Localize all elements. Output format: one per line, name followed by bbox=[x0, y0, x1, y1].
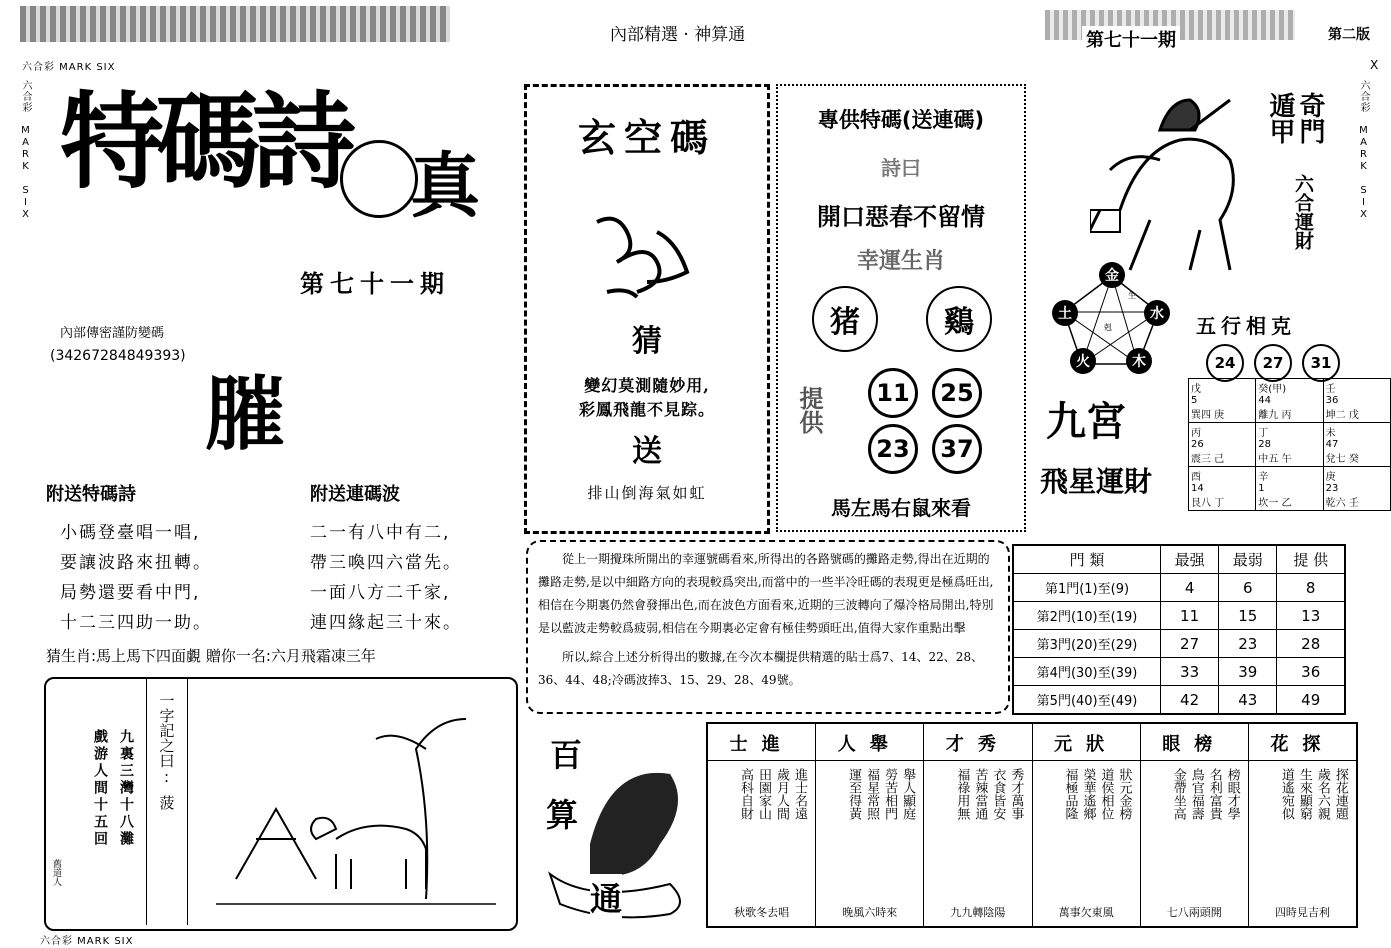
riddle-text: 一字記之曰: bbox=[157, 693, 176, 786]
palace-cell: 癸(甲) 44 離九 丙 bbox=[1256, 379, 1323, 423]
mark-six-logo: 六合彩 MARK SIX bbox=[22, 62, 116, 73]
header-texture-left bbox=[20, 6, 450, 42]
xuankong-line: 變幻莫測隨妙用, bbox=[584, 376, 710, 395]
element-wood: 木 bbox=[1126, 348, 1152, 374]
palace-cell: 酉 14 艮八 丁 bbox=[1189, 467, 1256, 511]
provide-label: 提供 bbox=[795, 386, 823, 434]
title-ring bbox=[340, 140, 418, 218]
secret-label: 內部傳密謹防變碼 bbox=[60, 326, 165, 341]
palace-cell: 丙 26 震三 己 bbox=[1189, 423, 1256, 467]
scholar-panel: 花探 探花連題 歲名六親 生來顯窮 道遙宛似 四時見吉利 bbox=[1249, 724, 1356, 926]
title-tail: 真 bbox=[410, 145, 480, 227]
send-char: 送 bbox=[632, 434, 662, 469]
combo-line: 帶三喚四六當先。 bbox=[310, 553, 462, 573]
horseman-illustration bbox=[1090, 90, 1260, 280]
guess-char: 猜 bbox=[632, 324, 662, 359]
poem-line: 局勢還要看中門, bbox=[60, 583, 201, 603]
poem-line: 十二三四助一助。 bbox=[60, 613, 212, 633]
table-row: 第5門(40)至(49) 42 43 49 bbox=[1013, 686, 1345, 715]
left-issue: 第七十一期 bbox=[300, 269, 450, 298]
squiggle-glyph bbox=[587, 202, 707, 302]
secret-code: (34267284849393) bbox=[50, 348, 186, 364]
poem-line: 要讓波路來扭轉。 bbox=[60, 553, 212, 573]
header-edition: 第二版 bbox=[1328, 27, 1370, 43]
signature: 舊道人 bbox=[51, 859, 61, 886]
wuxing-title: 五行相克 bbox=[1196, 314, 1296, 338]
zodiac-pig: 猪 bbox=[812, 286, 878, 352]
special-poem: 開口惡春不留情 bbox=[817, 203, 985, 231]
scholar-panel: 才秀 秀才萬事 衣食皆安 苦辣當通 福祿用無 九九轉陰陽 bbox=[924, 724, 1032, 926]
xuankong-line: 彩鳳飛龍不見踪。 bbox=[578, 400, 715, 419]
palace-cell: 庚 23 乾六 壬 bbox=[1323, 467, 1390, 511]
gates-header: 最强 bbox=[1161, 545, 1219, 574]
header-title: 內部精選 · 神算通 bbox=[610, 25, 746, 45]
analysis-p2: 所以,綜合上述分析得出的數據,在今次本欄提供精選的貼士爲7、14、22、28、36、44、48;冷碼波捧3、15、29、28、49號。 bbox=[538, 650, 984, 687]
table-row: 第1門(1)至(9) 4 6 8 bbox=[1013, 574, 1345, 602]
banner-char: 通 bbox=[590, 874, 622, 920]
riddle-strip bbox=[146, 679, 188, 925]
combo-line: 一面八方二千家, bbox=[310, 583, 451, 603]
gates-table bbox=[1012, 544, 1346, 715]
liuhe-sub: 六合運財 bbox=[1292, 174, 1314, 250]
element-earth: 土 bbox=[1052, 300, 1078, 326]
scholar-panel: 眼榜 榜眼才學 名利富貴 鳥官福壽 金帶坐高 七八兩頭開 bbox=[1141, 724, 1249, 926]
number-ball: 25 bbox=[932, 368, 982, 418]
poem-line: 小碼登臺唱一唱, bbox=[60, 523, 201, 543]
special-title: 專供特碼(送連碼) bbox=[817, 108, 985, 132]
number-ball: 37 bbox=[932, 424, 982, 474]
element-water: 水 bbox=[1144, 300, 1170, 326]
ox-illustration bbox=[216, 699, 496, 919]
xuankong-lines bbox=[527, 374, 767, 422]
nine-palace-grid bbox=[1188, 378, 1391, 511]
gates-header: 最弱 bbox=[1219, 545, 1277, 574]
bottom-logo-strip: 六合彩 MARK SIX bbox=[40, 936, 134, 947]
wuxing-ball: 24 bbox=[1206, 344, 1244, 382]
special-footer: 馬左馬右鼠來看 bbox=[831, 496, 971, 520]
special-box bbox=[776, 84, 1026, 532]
banner-char: 百 bbox=[550, 730, 582, 776]
bottom-left-box bbox=[44, 677, 518, 931]
element-fire: 火 bbox=[1070, 348, 1096, 374]
xuankong-box bbox=[524, 84, 770, 534]
combo-line: 連四緣起三十來。 bbox=[310, 613, 462, 633]
big-riddle-char: 膗 bbox=[205, 367, 285, 461]
poem-title: 附送特碼詩 bbox=[46, 484, 136, 505]
riddle-answer: 菠 bbox=[159, 794, 175, 812]
combo-line: 二一有八中有二, bbox=[310, 523, 451, 543]
wuxing-ball: 27 bbox=[1254, 344, 1292, 382]
zodiac-rooster: 鷄 bbox=[926, 286, 992, 352]
xuankong-bottom: 排山倒海氣如虹 bbox=[587, 484, 707, 502]
element-metal: 金 bbox=[1099, 262, 1125, 288]
palace-cell: 辛 1 坎一 乙 bbox=[1256, 467, 1323, 511]
wuxing-ball: 31 bbox=[1302, 344, 1340, 382]
element-note: 生 bbox=[1128, 291, 1136, 300]
scholar-panel: 人舉 舉人顯庭 勞苦相門 福星常照 運至得黃 晚風六時來 bbox=[816, 724, 924, 926]
analysis-p1: 從上一期攪珠所開出的幸運號碼看來,所得出的各路號碼的攤路走勢,得出在近期的攤路走勢,是以中細路方向的表現較爲突出,而當中的一些半冷旺碼的表現更是極爲旺出,相信在今期裏仍然會發揮出色,而在波色方面看來,近期的三波轉向了爆冷格局開出,特別是以藍波走勢較爲疲弱,相信在今期裏必定會有極佳勢頭旺出,值得大家作重點出擊 bbox=[538, 552, 994, 635]
jiugong-title: 九宮 bbox=[1046, 399, 1126, 445]
scholar-panel: 士進 進士名遠 歲月人間 田園家山 高科自財 秋歌冬去唱 bbox=[708, 724, 816, 926]
five-elements bbox=[1046, 262, 1178, 378]
scholar-panel: 元狀 狀元金榜 道侯相位 榮華遙鄉 福極品隆 萬事欠東風 bbox=[1033, 724, 1141, 926]
lucky-label: 幸運生肖 bbox=[856, 249, 945, 274]
bottom-poem-col: 戲游人間十五回 bbox=[92, 729, 108, 848]
combo-title: 附送連碼波 bbox=[310, 484, 400, 505]
table-row: 第3門(20)至(29) 27 23 28 bbox=[1013, 630, 1345, 658]
poem-label: 詩曰 bbox=[881, 156, 921, 180]
corner-mark: X bbox=[1370, 58, 1379, 72]
number-ball: 11 bbox=[868, 368, 918, 418]
table-row: 第2門(10)至(19) 11 15 13 bbox=[1013, 602, 1345, 630]
baisuantong-banner bbox=[530, 724, 700, 924]
table-row: 第4門(30)至(39) 33 39 36 bbox=[1013, 658, 1345, 686]
header-issue: 第七十一期 bbox=[1082, 26, 1180, 52]
zodiac-line: 猜生肖:馬上馬下四面覷 贈你一名:六月飛霜凍三年 bbox=[46, 647, 376, 665]
jiugong-sub: 飛星運財 bbox=[1040, 465, 1153, 498]
banner-char: 算 bbox=[546, 790, 578, 836]
palace-cell: 未 47 兌七 癸 bbox=[1323, 423, 1390, 467]
main-title: 特碼詩 bbox=[60, 81, 349, 203]
qimen-title: 奇門 bbox=[1295, 92, 1325, 144]
combo-lines bbox=[310, 518, 462, 638]
left-side-logo: 六合彩 MARK SIX bbox=[20, 80, 31, 221]
palace-cell: 壬 36 坤二 戊 bbox=[1323, 379, 1390, 423]
gates-header: 門 類 bbox=[1013, 545, 1161, 574]
xuankong-title: 玄空碼 bbox=[577, 116, 716, 160]
number-ball: 23 bbox=[868, 424, 918, 474]
right-side-logo: 六合彩 MARK SIX bbox=[1358, 80, 1369, 221]
bottom-poem-col: 九裏三灣十八灘 bbox=[118, 729, 134, 848]
analysis-box bbox=[526, 540, 1010, 714]
palace-cell: 丁 28 中五 午 bbox=[1256, 423, 1323, 467]
palace-cell: 戊 5 巽四 庚 bbox=[1189, 379, 1256, 423]
gates-header: 提 供 bbox=[1277, 545, 1345, 574]
element-note: 剋 bbox=[1104, 323, 1112, 332]
poem-lines bbox=[60, 518, 212, 638]
scholars-panel bbox=[706, 722, 1358, 928]
dunjia-title: 遁甲 bbox=[1265, 92, 1295, 144]
